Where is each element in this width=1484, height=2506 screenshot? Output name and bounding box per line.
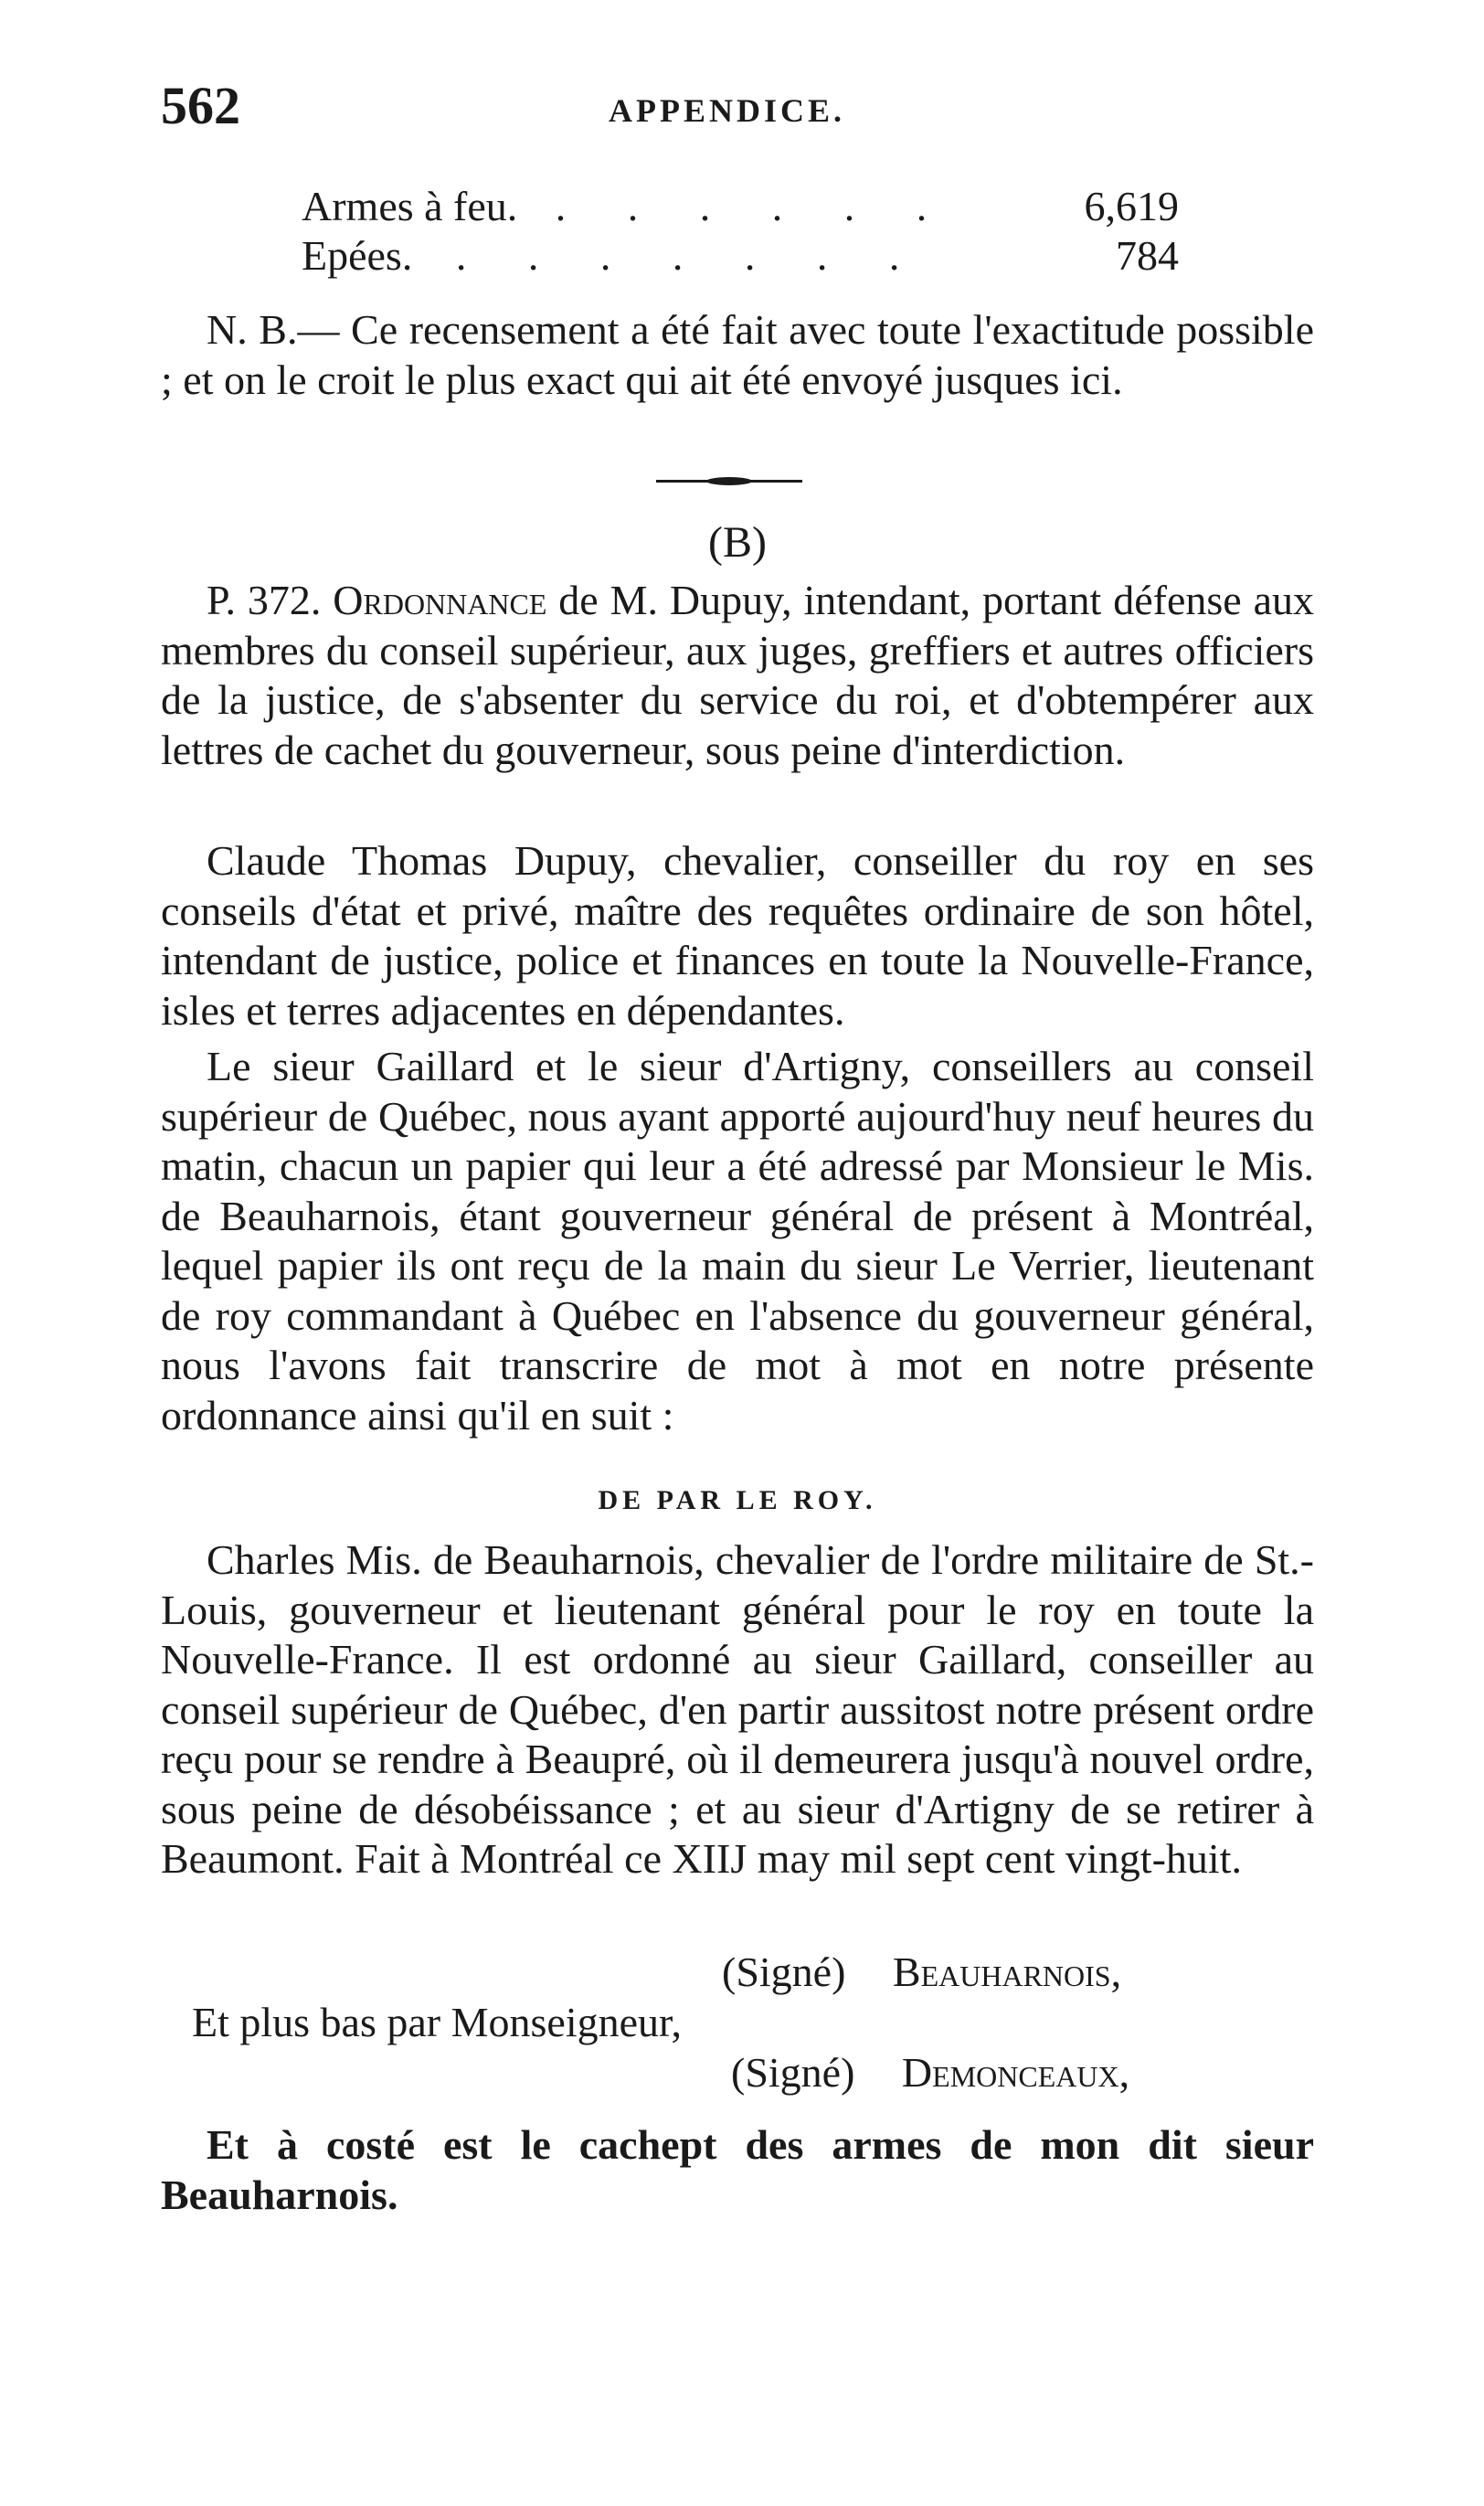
signer-name: Beauharnois,	[892, 1949, 1122, 1995]
ordinance-summary	[161, 576, 1314, 775]
running-title: APPENDICE.	[609, 92, 846, 129]
section-divider	[656, 480, 802, 483]
dot-leader: . . . . . . .	[455, 232, 926, 279]
signature-line-2	[731, 2047, 1129, 2098]
page-reference: P. 372.	[207, 577, 322, 623]
census-row-swords	[302, 230, 1179, 281]
intendant-paragraph: Claude Thomas Dupuy, chevalier, conseiller du roy en ses conseils d'état et privé, maître des requêtes ordinaire de son hôtel, intendant de justice, police et finances en toute la Nouvelle-France, isles et terres adjacentes en dépendantes.	[161, 837, 1314, 1034]
signed-label: (Signé)	[722, 1949, 846, 1995]
census-label: Armes à feu.	[302, 183, 518, 229]
decree-body: Charles Mis. de Beauharnois, chevalier de l'ordre militaire de St.-Louis, gouverneur et lieutenant général pour le roy en toute la Nouvelle-France. Il est ordonné au sieur Gaillard, conseiller au conseil supérieur de Québec, d'en partir aussitost notre présent ordre reçu pour se rendre à Beaupré, où il demeurera jusqu'à nouvel ordre, sous peine de désobéissance ; et au sieur d'Artigny de se retirer à Beaumont. Fait à Montréal ce XIIJ may mil sept cent vingt-huit.	[161, 1536, 1314, 1882]
closing-paragraph: Et à costé est le cachept des armes de mon dit sieur Beauharnois.	[161, 2121, 1314, 2218]
census-value: 6,619	[1084, 183, 1179, 229]
ordinance-word: Ordonnance	[333, 577, 547, 623]
census-label: Epées.	[302, 232, 413, 279]
signature-line-1	[722, 1947, 1121, 1998]
below-line: Et plus bas par Monseigneur,	[192, 1999, 683, 2045]
dot-leader: . . . . . .	[555, 183, 953, 229]
section-marker: (B)	[708, 518, 767, 567]
census-row-firearms	[302, 181, 1179, 232]
census-note: N. B.— Ce recensement a été fait avec toute l'exactitude possible ; et on le croit le plus exact qui ait été envoyé jusques ici.	[161, 306, 1314, 403]
councillors-paragraph: Le sieur Gaillard et le sieur d'Artigny, conseillers au conseil supérieur de Québec, nous ayant apporté aujourd'huy neuf heures du matin, chacun un papier qui leur a été adressé par Monsieur le Mis. de Beauharnois, étant gouverneur général de présent à Montréal, lequel papier ils ont reçu de la main du sieur Le Verrier, lieutenant de roy commandant à Québec en l'absence du gouverneur général, nous l'avons fait transcrire de mot à mot en notre présente ordonnance ainsi qu'il en suit :	[161, 1043, 1314, 1439]
decree-heading: DE PAR LE ROY.	[598, 1485, 877, 1515]
page-number: 562	[161, 76, 240, 135]
page-header	[161, 75, 1312, 139]
summary-text: de M. Dupuy, intendant, portant défense aux membres du conseil supérieur, aux juges, greffiers et autres officiers de la justice, de s'absenter du service du roi, et d'obtempérer aux lettres de cachet du gouverneur, sous peine d'interdiction.	[161, 577, 1314, 773]
signer-name: Demonceaux,	[901, 2049, 1130, 2096]
census-value: 784	[1116, 232, 1179, 279]
signed-label: (Signé)	[731, 2049, 855, 2096]
